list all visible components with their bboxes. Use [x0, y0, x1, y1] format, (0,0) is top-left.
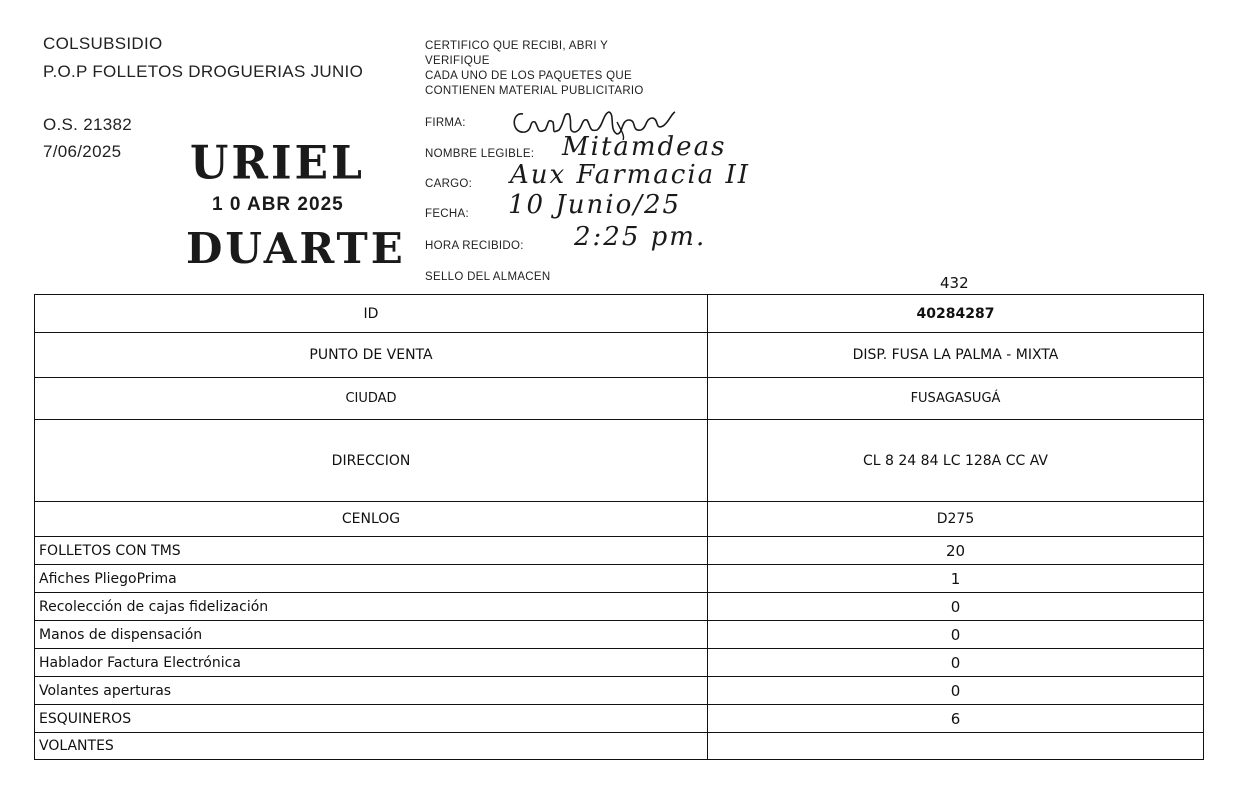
certificate-line: CADA UNO DE LOS PAQUETES QUE: [425, 70, 632, 82]
item-label: VOLANTES: [35, 733, 708, 760]
legible-name-handwritten: Mitamdeas: [562, 132, 727, 162]
table-row: [35, 705, 1204, 733]
table-row: [35, 733, 1204, 760]
stamp-name-last: DUARTE: [186, 224, 406, 273]
detail-value: FUSAGASUGÁ: [708, 378, 1204, 420]
certificate-line: VERIFIQUE: [425, 55, 490, 67]
item-label: Afiches PliegoPrima: [35, 565, 708, 593]
table-row: [35, 378, 1204, 420]
received-time-label: HORA RECIBIDO:: [425, 240, 524, 252]
detail-label: CIUDAD: [35, 378, 708, 420]
item-quantity: 20: [708, 537, 1204, 565]
signature-label: FIRMA:: [425, 117, 466, 129]
table-row: [35, 537, 1204, 565]
date-handwritten: 10 Junio/25: [508, 190, 682, 220]
date-label: FECHA:: [425, 208, 469, 220]
table-row: [35, 649, 1204, 677]
item-label: ESQUINEROS: [35, 705, 708, 733]
order-number: O.S. 21382: [43, 115, 133, 134]
item-quantity: 6: [708, 705, 1204, 733]
table-row: [35, 502, 1204, 537]
certificate-line: CERTIFICO QUE RECIBI, ABRI Y: [425, 40, 609, 52]
detail-label: CENLOG: [35, 502, 708, 537]
detail-value: D275: [708, 502, 1204, 537]
item-label: Manos de dispensación: [35, 621, 708, 649]
detail-label: ID: [35, 295, 708, 333]
item-label: Volantes aperturas: [35, 677, 708, 705]
legible-name-label: NOMBRE LEGIBLE:: [425, 148, 535, 160]
item-quantity: 0: [708, 621, 1204, 649]
table-row: [35, 295, 1204, 333]
package-count: 432: [940, 274, 969, 292]
order-date: 7/06/2025: [43, 142, 122, 161]
company-name: COLSUBSIDIO: [43, 34, 163, 53]
delivery-table: [34, 294, 1204, 760]
received-time-handwritten: 2:25 pm.: [574, 222, 707, 252]
item-quantity: 1: [708, 565, 1204, 593]
detail-label: DIRECCION: [35, 420, 708, 502]
table-row: [35, 621, 1204, 649]
detail-value: CL 8 24 84 LC 128A CC AV: [708, 420, 1204, 502]
position-label: CARGO:: [425, 178, 473, 190]
table-row: [35, 593, 1204, 621]
stamp-name-first: URIEL: [190, 136, 365, 191]
table-row: [35, 333, 1204, 378]
detail-value: DISP. FUSA LA PALMA - MIXTA: [708, 333, 1204, 378]
item-label: Hablador Factura Electrónica: [35, 649, 708, 677]
item-quantity: 0: [708, 649, 1204, 677]
item-label: Recolección de cajas fidelización: [35, 593, 708, 621]
item-quantity: [708, 733, 1204, 760]
table-row: [35, 565, 1204, 593]
certificate-text: [425, 39, 644, 99]
item-quantity: 0: [708, 677, 1204, 705]
item-label: FOLLETOS CON TMS: [35, 537, 708, 565]
table-row: [35, 677, 1204, 705]
detail-value: 40284287: [708, 295, 1204, 333]
detail-label: PUNTO DE VENTA: [35, 333, 708, 378]
item-quantity: 0: [708, 593, 1204, 621]
project-title: P.O.P FOLLETOS DROGUERIAS JUNIO: [43, 62, 364, 81]
certificate-line: CONTIENEN MATERIAL PUBLICITARIO: [425, 85, 644, 97]
position-handwritten: Aux Farmacia II: [510, 160, 750, 190]
stamp-date: 1 0 ABR 2025: [212, 194, 344, 215]
table-row: [35, 420, 1204, 502]
store-seal-label: SELLO DEL ALMACEN: [425, 271, 551, 283]
